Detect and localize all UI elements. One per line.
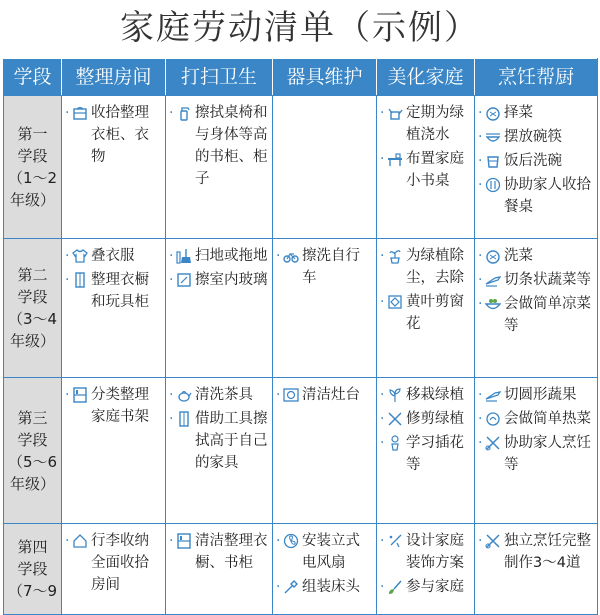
- scissors-icon: [386, 408, 404, 430]
- stage-label-line: 学段: [17, 430, 48, 449]
- cabinet-icon: [71, 102, 89, 124]
- stage-cell: [4, 524, 62, 615]
- bullet-dot: ·: [169, 272, 174, 288]
- knife-icon: [484, 384, 502, 406]
- task-item: [380, 384, 471, 406]
- task-text: 参与家庭: [406, 579, 464, 595]
- stage-cell: [4, 239, 62, 378]
- stage-label-line: 第三: [17, 408, 48, 427]
- task-text: 切圆形蔬果: [504, 387, 577, 403]
- bullet-dot: ·: [478, 533, 483, 549]
- bullet-dot: ·: [478, 129, 483, 145]
- column-header-3: 器具维护: [273, 59, 377, 96]
- task-cell: [62, 524, 166, 615]
- task-text: 定期为绿植浇水: [406, 105, 464, 143]
- task-text: 修剪绿植: [406, 411, 464, 427]
- task-text: 设计家庭装饰方案: [406, 533, 464, 571]
- task-cell: [273, 239, 377, 378]
- task-cell: [377, 96, 475, 239]
- task-cell: [62, 378, 166, 524]
- task-text: 移栽绿植: [406, 387, 464, 403]
- stage-label-line: 年级）: [9, 332, 55, 350]
- task-text: 切条状蔬菜等: [504, 272, 591, 288]
- task-cell: [166, 96, 273, 239]
- bullet-dot: ·: [65, 387, 70, 403]
- stage-label-line: （3～4: [7, 310, 58, 328]
- task-item: [169, 384, 269, 406]
- task-cell: [475, 239, 598, 378]
- fan-icon: [282, 530, 300, 552]
- bullet-dot: ·: [478, 105, 483, 121]
- task-cell: [166, 239, 273, 378]
- task-item: [380, 291, 471, 335]
- task-text: 布置家庭小书桌: [406, 151, 464, 189]
- bullet-dot: ·: [65, 272, 70, 288]
- task-text: 饭后洗碗: [504, 153, 562, 169]
- task-cell: [166, 524, 273, 615]
- task-cell: [475, 96, 598, 239]
- task-text: 扫地或拖地: [195, 248, 268, 264]
- vegetable-icon: [484, 245, 502, 267]
- task-item: [478, 150, 594, 172]
- task-item: [65, 245, 162, 267]
- task-item: [276, 384, 373, 406]
- bullet-dot: ·: [65, 105, 70, 121]
- task-text: 择菜: [504, 105, 533, 121]
- bullet-dot: ·: [380, 579, 385, 595]
- table-row: [4, 378, 598, 524]
- task-cell: [273, 524, 377, 615]
- bookshelf-icon: [71, 384, 89, 406]
- task-text: 擦洗自行车: [302, 248, 360, 286]
- task-text: 分类整理家庭书架: [91, 387, 149, 425]
- column-header-1: 整理房间: [62, 59, 166, 96]
- sparkle-icon: [386, 530, 404, 552]
- pan-icon: [484, 408, 502, 430]
- task-cell: [377, 239, 475, 378]
- stage-cell: [4, 96, 62, 239]
- bullet-dot: ·: [380, 411, 385, 427]
- task-text: 协助家人烹饪等: [504, 435, 591, 473]
- shirt-icon: [71, 245, 89, 267]
- bullet-dot: ·: [380, 248, 385, 264]
- task-item: [478, 245, 594, 267]
- stage-label-line: 学段: [17, 288, 48, 306]
- page-title: 家庭劳动清单（示例）: [120, 8, 480, 48]
- task-text: 组装床头: [302, 579, 360, 595]
- utensils-icon: [484, 174, 502, 196]
- tools-icon: [484, 432, 502, 454]
- bowl-icon: [484, 126, 502, 148]
- task-item: [478, 126, 594, 148]
- tools-icon: [484, 530, 502, 552]
- bullet-dot: ·: [65, 533, 70, 549]
- task-cell: [475, 378, 598, 524]
- task-item: [478, 432, 594, 476]
- window-icon: [175, 269, 193, 291]
- task-item: [276, 245, 373, 289]
- bullet-dot: ·: [276, 387, 281, 403]
- task-item: [169, 245, 269, 267]
- column-header-5: 烹饪帮厨: [475, 59, 598, 96]
- bullet-dot: ·: [380, 294, 385, 310]
- bullet-dot: ·: [478, 177, 483, 193]
- task-cell: [62, 96, 166, 239]
- task-cell: [62, 239, 166, 378]
- header-row: [4, 59, 598, 96]
- stage-label-line: 年级）: [9, 474, 55, 493]
- stage-label-line: （7～9: [7, 582, 58, 600]
- bullet-dot: ·: [276, 533, 281, 549]
- task-text: 清洁灶台: [302, 387, 360, 403]
- stage-label-line: （1～2: [7, 169, 58, 187]
- bullet-dot: ·: [169, 387, 174, 403]
- task-text: 安装立式电风扇: [302, 533, 360, 571]
- table-row: [4, 524, 598, 615]
- task-item: [478, 174, 594, 218]
- bullet-dot: ·: [478, 248, 483, 264]
- task-text: 独立烹饪完整制作3～4道: [504, 533, 591, 571]
- task-item: [65, 269, 162, 313]
- bullet-dot: ·: [169, 411, 174, 427]
- bullet-dot: ·: [380, 387, 385, 403]
- task-item: [169, 408, 269, 474]
- task-item: [276, 530, 373, 574]
- task-item: [65, 530, 162, 596]
- task-text: 清洗茶具: [195, 387, 253, 403]
- bullet-dot: ·: [169, 533, 174, 549]
- bullet-dot: ·: [380, 435, 385, 451]
- spray-bottle-icon: [175, 102, 193, 124]
- bullet-dot: ·: [478, 435, 483, 451]
- task-item: [380, 408, 471, 430]
- vegetable-icon: [484, 102, 502, 124]
- bullet-dot: ·: [478, 387, 483, 403]
- task-text: 摆放碗筷: [504, 129, 562, 145]
- bookshelf-icon: [175, 530, 193, 552]
- bullet-dot: ·: [276, 579, 281, 595]
- task-item: [478, 102, 594, 124]
- table-row: [4, 239, 598, 378]
- potted-plant-icon: [386, 245, 404, 267]
- task-item: [169, 530, 269, 574]
- bullet-dot: ·: [478, 272, 483, 288]
- task-text: 行李收纳全面收拾房间: [91, 533, 149, 593]
- stage-label-line: 学段: [17, 560, 48, 578]
- flower-frame-icon: [386, 291, 404, 313]
- table-row: [4, 96, 598, 239]
- task-item: [380, 148, 471, 192]
- stage-label-line: 年级）: [9, 191, 55, 209]
- task-text: 会做简单凉菜等: [504, 296, 591, 334]
- task-cell: [377, 524, 475, 615]
- task-cell: [273, 96, 377, 239]
- bullet-dot: ·: [380, 151, 385, 167]
- stage-label-line: 第四: [17, 538, 48, 556]
- house-icon: [71, 530, 89, 552]
- task-item: [478, 293, 594, 337]
- plant-icon: [386, 384, 404, 406]
- bullet-dot: ·: [478, 296, 483, 312]
- desk-icon: [386, 148, 404, 170]
- column-header-4: 美化家庭: [377, 59, 475, 96]
- task-item: [380, 576, 471, 598]
- task-text: 收拾整理衣柜、衣物: [91, 105, 149, 165]
- task-item: [478, 408, 594, 430]
- task-text: 清洁整理衣橱、书柜: [195, 533, 268, 571]
- task-text: 借助工具擦拭高于自己的家具: [195, 411, 268, 471]
- bullet-dot: ·: [169, 105, 174, 121]
- stage-label-line: 学段: [17, 147, 48, 165]
- stage-cell: [4, 378, 62, 524]
- labor-table: [3, 58, 598, 615]
- task-cell: [273, 378, 377, 524]
- task-cell: [377, 378, 475, 524]
- task-item: [169, 269, 269, 291]
- task-text: 擦室内玻璃: [195, 272, 268, 288]
- bullet-dot: ·: [478, 411, 483, 427]
- task-item: [478, 384, 594, 406]
- bullet-dot: ·: [65, 248, 70, 264]
- flower-vase-icon: [386, 432, 404, 454]
- task-item: [380, 432, 471, 476]
- bullet-dot: ·: [169, 248, 174, 264]
- task-text: 为绿植除尘，去除: [406, 248, 464, 286]
- broom-icon: [175, 245, 193, 267]
- bicycle-icon: [282, 245, 300, 267]
- bullet-dot: ·: [380, 105, 385, 121]
- task-text: 擦拭桌椅和与身体等高的书柜、柜子: [195, 105, 268, 187]
- wardrobe-icon: [175, 408, 193, 430]
- task-text: 整理衣橱和玩具柜: [91, 272, 149, 310]
- brush-icon: [386, 576, 404, 598]
- task-text: 叠衣服: [91, 248, 135, 264]
- task-item: [276, 576, 373, 598]
- wardrobe-icon: [71, 269, 89, 291]
- bullet-dot: ·: [478, 153, 483, 169]
- wrench-icon: [282, 576, 300, 598]
- task-cell: [475, 524, 598, 615]
- stove-icon: [282, 384, 300, 406]
- knife-icon: [484, 269, 502, 291]
- task-text: 会做简单热菜: [504, 411, 591, 427]
- task-item: [380, 530, 471, 574]
- bullet-dot: ·: [380, 533, 385, 549]
- task-text: 学习插花等: [406, 435, 464, 473]
- task-text: 协助家人收拾餐桌: [504, 177, 591, 215]
- task-item: [169, 102, 269, 190]
- task-item: [65, 102, 162, 168]
- task-item: [478, 530, 594, 574]
- salad-bowl-icon: [484, 293, 502, 315]
- stage-label-line: （5～6: [7, 452, 58, 471]
- task-cell: [166, 378, 273, 524]
- task-text: 黄叶剪窗花: [406, 294, 464, 332]
- task-item: [380, 102, 471, 146]
- cup-icon: [484, 150, 502, 172]
- bullet-dot: ·: [276, 248, 281, 264]
- task-item: [65, 384, 162, 428]
- teapot-icon: [175, 384, 193, 406]
- stage-label-line: 第一: [17, 125, 48, 143]
- watering-can-icon: [386, 102, 404, 124]
- task-item: [380, 245, 471, 289]
- stage-label-line: 第二: [17, 266, 48, 284]
- column-header-2: 打扫卫生: [166, 59, 273, 96]
- task-text: 洗菜: [504, 248, 533, 264]
- task-item: [478, 269, 594, 291]
- column-header-0: 学段: [4, 59, 62, 96]
